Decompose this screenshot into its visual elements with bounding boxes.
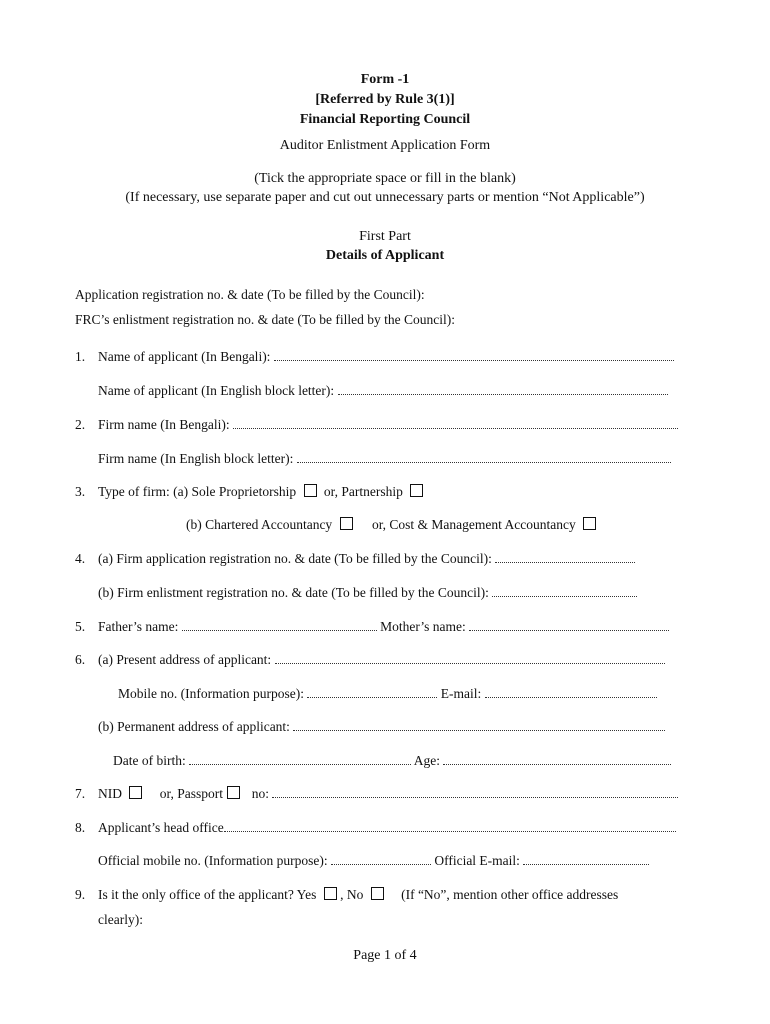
- part-label: First Part: [359, 229, 411, 244]
- cost-management-label: or, Cost & Management Accountancy: [371, 517, 576, 532]
- firm-english-label: Firm name (In English block letter):: [98, 451, 294, 466]
- item-number: 9.: [75, 887, 86, 902]
- nid-label: NID: [98, 786, 122, 801]
- name-english-label: Name of applicant (In English block letter):: [98, 383, 335, 398]
- item-number: 5.: [75, 619, 86, 634]
- rule-reference: [Referred by Rule 3(1)]: [315, 92, 455, 107]
- mother-name-label: Mother’s name:: [380, 619, 466, 634]
- passport-label: or, Passport: [159, 786, 223, 801]
- other-office-note-continued: clearly):: [98, 912, 143, 927]
- firm-app-reg-label: (a) Firm application registration no. & date (To be filled by the Council):: [98, 551, 492, 566]
- mobile-label: Mobile no. (Information purpose):: [118, 686, 304, 701]
- id-number-field[interactable]: [272, 786, 678, 798]
- permanent-address-field[interactable]: [293, 719, 665, 731]
- only-office-no-checkbox[interactable]: [371, 887, 384, 900]
- official-mobile-label: Official mobile no. (Information purpose):: [98, 853, 328, 868]
- mother-name-field[interactable]: [469, 619, 669, 631]
- age-field[interactable]: [443, 753, 671, 765]
- section-title: Details of Applicant: [325, 248, 445, 263]
- email-field[interactable]: [485, 686, 657, 698]
- item-number: 7.: [75, 786, 86, 801]
- father-name-field[interactable]: [182, 619, 377, 631]
- enlist-reg-line: FRC’s enlistment registration no. & date (To be filled by the Council):: [75, 312, 455, 327]
- item-number: 4.: [75, 551, 86, 566]
- firm-type-label: Type of firm: (a) Sole Proprietorship: [98, 484, 297, 499]
- official-mobile-field[interactable]: [331, 853, 431, 865]
- official-email-field[interactable]: [523, 853, 649, 865]
- dob-label: Date of birth:: [113, 753, 186, 768]
- firm-enlist-reg-label: (b) Firm enlistment registration no. & date (To be filled by the Council):: [98, 585, 489, 600]
- firm-enlist-reg-field[interactable]: [492, 585, 637, 597]
- firm-bengali-field[interactable]: [233, 417, 678, 429]
- item-number: 8.: [75, 820, 86, 835]
- firm-app-reg-field[interactable]: [495, 551, 635, 563]
- council-name: Financial Reporting Council: [299, 112, 471, 127]
- permanent-address-label: (b) Permanent address of applicant:: [98, 719, 290, 734]
- dob-field[interactable]: [189, 753, 411, 765]
- cost-management-checkbox[interactable]: [583, 517, 596, 530]
- mobile-field[interactable]: [307, 686, 437, 698]
- passport-checkbox[interactable]: [227, 786, 240, 799]
- no-label: , No: [340, 887, 364, 902]
- id-number-label: no:: [251, 786, 269, 801]
- firm-bengali-label: Firm name (In Bengali):: [98, 417, 230, 432]
- age-label: Age:: [413, 753, 440, 768]
- chartered-label: (b) Chartered Accountancy: [186, 517, 333, 532]
- only-office-label: Is it the only office of the applicant? Yes: [98, 887, 317, 902]
- name-bengali-field[interactable]: [274, 349, 674, 361]
- firm-english-field[interactable]: [297, 451, 671, 463]
- app-reg-line: Application registration no. & date (To be filled by the Council):: [75, 287, 425, 302]
- name-bengali-label: Name of applicant (In Bengali):: [98, 349, 271, 364]
- item-number: 2.: [75, 417, 86, 432]
- item-number: 6.: [75, 652, 86, 667]
- head-office-field[interactable]: [224, 820, 676, 832]
- present-address-field[interactable]: [275, 652, 665, 664]
- other-office-note: (If “No”, mention other office addresses: [401, 887, 619, 902]
- head-office-label: Applicant’s head office: [98, 820, 224, 835]
- name-english-field[interactable]: [338, 383, 668, 395]
- instruction-separate-paper: (If necessary, use separate paper and cut out unnecessary parts or mention “Not Applicable”): [125, 190, 645, 205]
- nid-checkbox[interactable]: [129, 786, 142, 799]
- email-label: E-mail:: [440, 686, 482, 701]
- instruction-tick: (Tick the appropriate space or fill in the blank): [254, 171, 516, 186]
- item-number: 3.: [75, 484, 86, 499]
- present-address-label: (a) Present address of applicant:: [98, 652, 272, 667]
- form-title: Auditor Enlistment Application Form: [279, 138, 491, 153]
- sole-proprietorship-checkbox[interactable]: [304, 484, 317, 497]
- item-number: 1.: [75, 349, 86, 364]
- form-number: Form -1: [360, 72, 410, 87]
- page-number: Page 1 of 4: [353, 948, 417, 963]
- chartered-checkbox[interactable]: [340, 517, 353, 530]
- partnership-label: or, Partnership: [323, 484, 403, 499]
- only-office-yes-checkbox[interactable]: [324, 887, 337, 900]
- official-email-label: Official E-mail:: [434, 853, 520, 868]
- father-name-label: Father’s name:: [98, 619, 179, 634]
- partnership-checkbox[interactable]: [410, 484, 423, 497]
